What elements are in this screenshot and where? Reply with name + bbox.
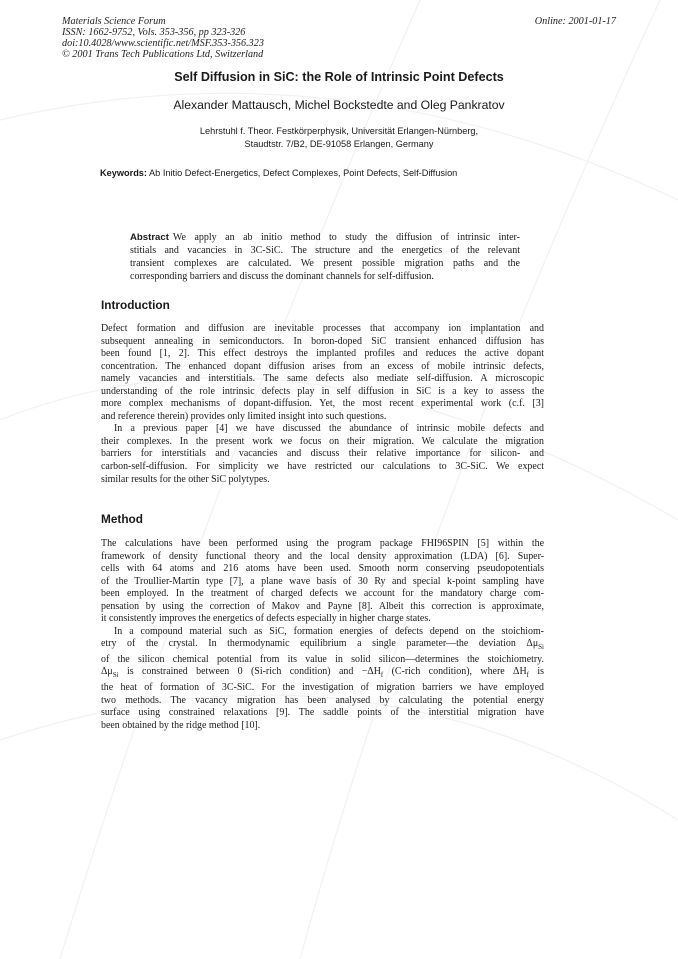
text-line: been employed. In the treatment of charged defects we account for the mandatory charge com-	[101, 588, 544, 600]
abstract-line: transient complexes are calculated. We present possible migration paths and the	[130, 258, 520, 269]
text-line: it consistently improves the energetics of defects especially in higher charge states.	[101, 613, 431, 625]
text-fragment: Δμ	[101, 666, 113, 678]
text-line	[101, 666, 544, 682]
text-line: the heat of formation of 3C-SiC. For the investigation of migration barriers we have employed	[101, 681, 544, 693]
text-line: cells with 64 atoms and 216 atoms have been used. Smooth norm conserving pseudopotentials	[101, 563, 544, 575]
text-fragment: etry of the crystal. In thermodynamic equilibrium a single parameter—the deviation Δμ	[101, 638, 539, 650]
abstract-line: stitials and vacancies in 3C-SiC. The structure and the energetics of the relevant	[130, 245, 520, 256]
text-line: namely vacancies and interstitials. The same defects also mediate self-diffusion. A microscopic	[101, 373, 544, 385]
text-line: barriers for interstitials and vacancies and discuss their relative importance for silicon- and	[101, 448, 544, 460]
text-line: been found [1, 2]. This effect destroys the implanted profiles and reduces the active dopant	[101, 348, 544, 360]
keywords-label: Keywords:	[100, 168, 147, 178]
text-fragment: (C-rich condition), where ΔH	[383, 666, 527, 678]
text-line: The calculations have been performed using the program package FHI96SPIN [5] within the	[101, 538, 544, 549]
subscript: Si	[538, 643, 544, 652]
doi-line[interactable]: doi:10.4028/www.scientific.net/MSF.353-356.323	[62, 38, 264, 49]
text-line: Defect formation and diffusion are inevitable processes that accompany ion implantation and	[101, 323, 544, 334]
text-line	[101, 638, 544, 654]
text-line: and reference therein) provides only limited insight into such questions.	[101, 410, 387, 422]
copyright-line: © 2001 Trans Tech Publications Ltd, Switzerland	[62, 49, 264, 60]
text-line: In a compound material such as SiC, formation energies of defects depend on the stoichiom-	[114, 625, 544, 637]
paper-title: Self Diffusion in SiC: the Role of Intrinsic Point Defects	[174, 70, 504, 84]
text-line: carbon-self-diffusion. For simplicity we have restricted our calculations to 3C-SiC. We expect	[101, 461, 544, 473]
text-fragment: is	[528, 666, 544, 678]
text-line: more complex mechanisms of dopant-diffusion. Yet, the most recent experimental work (c.f. [3]	[101, 398, 544, 410]
paper-authors: Alexander Mattausch, Michel Bockstedte and Oleg Pankratov	[173, 98, 505, 112]
journal-header	[62, 16, 264, 60]
subscript: f	[380, 671, 384, 680]
abstract-line: We apply an ab initio method to study the diffusion of intrinsic inter-	[172, 232, 520, 243]
introduction-text	[101, 323, 544, 486]
text-fragment: is constrained between 0 (Si-rich condition) and −ΔH	[118, 666, 381, 678]
text-line: similar results for the other SiC polytypes.	[101, 473, 270, 485]
text-line: two methods. The vacancy migration has been analysed by calculating the potential energy	[101, 694, 544, 706]
subscript: f	[526, 671, 529, 680]
text-line: pensation by using the correction of Makov and Payne [8]. Albeit this correction is approximate,	[101, 600, 544, 612]
text-line: subsequent annealing in semiconductors. In boron-doped SiC transient enhanced diffusion has	[101, 335, 544, 347]
text-line: framework of density functional theory and the local density approximation (LDA) [6]. Super-	[101, 550, 544, 562]
method-text	[101, 538, 544, 732]
online-date: Online: 2001-01-17	[534, 16, 616, 27]
affiliation	[0, 125, 678, 150]
subscript: Si	[112, 671, 119, 680]
journal-name: Materials Science Forum	[62, 16, 166, 27]
keywords	[100, 168, 457, 178]
text-line: of the silicon chemical potential from its value in solid silicon—determines the stoichiometry.	[101, 653, 544, 665]
text-line: of the Troullier-Martin type [7], a plane wave basis of 30 Ry and special k-point sampling have	[101, 575, 544, 587]
introduction-heading: Introduction	[101, 298, 170, 312]
abstract-line: corresponding barriers and discuss the dominant channels for self-diffusion.	[130, 271, 434, 282]
abstract-label: Abstract	[130, 232, 169, 243]
text-line: surface using constrained relaxations [9]. The saddle points of the interstitial migration have	[101, 707, 544, 719]
method-heading: Method	[101, 512, 143, 526]
affiliation-line-2: Staudtstr. 7/B2, DE-91058 Erlangen, Germany	[244, 138, 434, 149]
text-line: been obtained by the ridge method [10].	[101, 719, 261, 731]
text-line: their complexes. In the present work we focus on their migration. We calculate the migration	[101, 435, 544, 447]
issn-line: ISSN: 1662-9752, Vols. 353-356, pp 323-326	[62, 27, 246, 38]
text-line: understanding of the role intrinsic defects play in self diffusion in SiC is a key to assess the	[101, 385, 544, 397]
abstract	[130, 231, 520, 283]
affiliation-line-1: Lehrstuhl f. Theor. Festkörperphysik, Universität Erlangen-Nürnberg,	[199, 126, 479, 136]
keywords-text: Ab Initio Defect-Energetics, Defect Complexes, Point Defects, Self-Diffusion	[149, 168, 458, 178]
text-line: concentration. The enhanced dopant diffusion arises from an excess of mobile intrinsic defects,	[101, 360, 544, 372]
text-line: In a previous paper [4] we have discussed the abundance of intrinsic mobile defects and	[114, 423, 544, 435]
